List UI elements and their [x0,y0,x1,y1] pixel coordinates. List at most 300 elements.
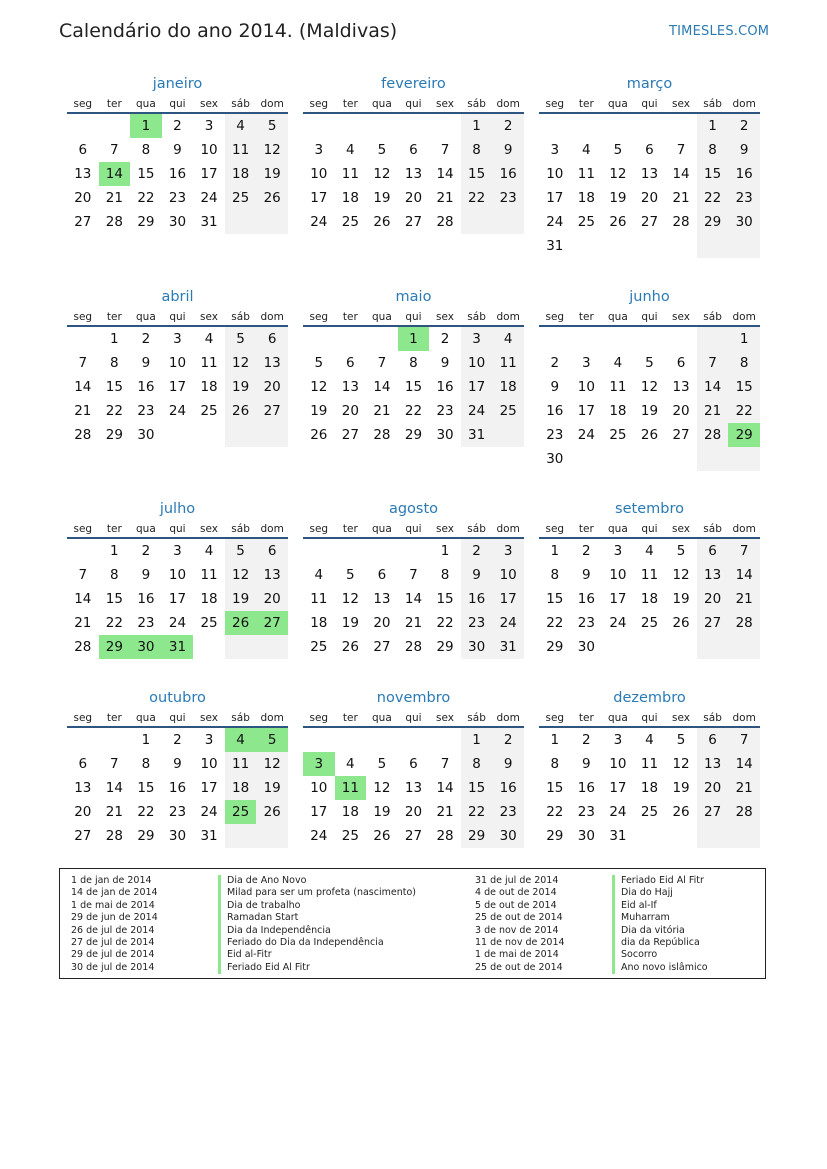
day-cell[interactable]: 15 [461,162,493,186]
day-cell[interactable]: 6 [78,142,88,158]
day-cell[interactable]: 31 [461,423,493,447]
day-cell[interactable]: 28 [74,639,92,655]
day-cell[interactable]: 22 [137,190,155,206]
day-cell[interactable]: 4 [225,728,257,752]
day-cell[interactable]: 22 [461,186,493,210]
day-cell[interactable]: 11 [609,379,627,395]
day-cell[interactable]: 8 [409,355,418,371]
day-cell[interactable]: 6 [697,539,729,563]
day-cell[interactable]: 25 [640,615,659,631]
day-cell[interactable]: 3 [303,752,335,776]
day-cell[interactable]: 6 [697,728,729,752]
day-cell[interactable]: 24 [609,615,627,631]
day-cell[interactable]: 11 [492,351,524,375]
day-cell[interactable]: 17 [492,587,524,611]
day-cell[interactable]: 16 [728,162,760,186]
day-cell[interactable]: 4 [645,732,654,748]
day-cell[interactable]: 2 [440,331,450,347]
day-cell[interactable]: 22 [546,804,564,820]
day-cell[interactable]: 25 [310,639,328,655]
day-cell[interactable]: 18 [200,379,218,395]
day-cell[interactable]: 14 [728,563,760,587]
day-cell[interactable]: 19 [609,190,627,206]
day-cell[interactable]: 22 [461,800,493,824]
day-cell[interactable]: 26 [256,186,288,210]
day-cell[interactable]: 7 [377,355,387,371]
day-cell[interactable]: 1 [110,543,119,559]
day-cell[interactable]: 10 [310,166,328,182]
day-cell[interactable]: 21 [436,190,454,206]
day-cell[interactable]: 28 [672,214,690,230]
day-cell[interactable]: 9 [492,752,524,776]
day-cell[interactable]: 9 [173,756,182,772]
day-cell[interactable]: 19 [225,587,257,611]
day-cell[interactable]: 10 [168,567,187,583]
day-cell[interactable]: 30 [137,427,155,443]
day-cell[interactable]: 11 [640,756,659,772]
day-cell[interactable]: 4 [645,543,654,559]
day-cell[interactable]: 15 [461,776,493,800]
day-cell[interactable]: 7 [78,567,88,583]
day-cell[interactable]: 11 [225,752,257,776]
day-cell[interactable]: 21 [404,615,423,631]
day-cell[interactable]: 12 [310,379,328,395]
day-cell[interactable]: 13 [373,591,391,607]
day-cell[interactable]: 14 [99,162,131,186]
day-cell[interactable]: 3 [461,327,493,351]
day-cell[interactable]: 12 [373,780,391,796]
day-cell[interactable]: 4 [346,142,355,158]
day-cell[interactable]: 20 [404,804,423,820]
day-cell[interactable]: 24 [168,615,187,631]
day-cell[interactable]: 2 [461,539,493,563]
day-cell[interactable]: 4 [204,543,214,559]
day-cell[interactable]: 26 [341,639,359,655]
day-cell[interactable]: 26 [609,214,627,230]
day-cell[interactable]: 31 [492,635,524,659]
day-cell[interactable]: 19 [310,403,328,419]
day-cell[interactable]: 5 [225,327,257,351]
day-cell[interactable]: 7 [110,756,119,772]
day-cell[interactable]: 24 [461,399,493,423]
day-cell[interactable]: 23 [728,186,760,210]
day-cell[interactable]: 16 [168,166,187,182]
day-cell[interactable]: 30 [546,451,564,467]
day-cell[interactable]: 31 [200,214,218,230]
day-cell[interactable]: 9 [141,567,151,583]
day-cell[interactable]: 2 [492,114,524,138]
day-cell[interactable]: 20 [256,375,288,399]
day-cell[interactable]: 5 [256,114,288,138]
day-cell[interactable]: 25 [225,186,257,210]
day-cell[interactable]: 1 [550,732,560,748]
day-cell[interactable]: 8 [550,756,560,772]
day-cell[interactable]: 29 [404,427,423,443]
day-cell[interactable]: 8 [550,567,560,583]
day-cell[interactable]: 5 [676,732,686,748]
day-cell[interactable]: 6 [256,539,288,563]
day-cell[interactable]: 25 [341,828,359,844]
day-cell[interactable]: 20 [697,776,729,800]
day-cell[interactable]: 5 [314,355,324,371]
day-cell[interactable]: 28 [728,611,760,635]
day-cell[interactable]: 2 [492,728,524,752]
day-cell[interactable]: 19 [672,591,690,607]
day-cell[interactable]: 24 [310,828,328,844]
day-cell[interactable]: 27 [672,427,690,443]
day-cell[interactable]: 28 [404,639,423,655]
day-cell[interactable]: 19 [373,190,391,206]
day-cell[interactable]: 18 [310,615,328,631]
day-cell[interactable]: 3 [613,732,623,748]
day-cell[interactable]: 20 [341,403,359,419]
day-cell[interactable]: 30 [168,214,187,230]
day-cell[interactable]: 17 [200,166,218,182]
day-cell[interactable]: 28 [436,214,454,230]
day-cell[interactable]: 30 [577,828,595,844]
day-cell[interactable]: 7 [728,728,760,752]
day-cell[interactable]: 25 [225,800,257,824]
day-cell[interactable]: 9 [141,355,151,371]
day-cell[interactable]: 12 [609,166,627,182]
day-cell[interactable]: 27 [640,214,659,230]
day-cell[interactable]: 4 [613,355,623,371]
day-cell[interactable]: 24 [200,804,218,820]
day-cell[interactable]: 5 [377,756,387,772]
day-cell[interactable]: 3 [204,732,214,748]
day-cell[interactable]: 13 [640,166,659,182]
day-cell[interactable]: 23 [168,190,187,206]
day-cell[interactable]: 27 [341,427,359,443]
day-cell[interactable]: 6 [346,355,355,371]
day-cell[interactable]: 7 [676,142,686,158]
day-cell[interactable]: 14 [404,591,423,607]
day-cell[interactable]: 20 [697,587,729,611]
day-cell[interactable]: 13 [256,351,288,375]
day-cell[interactable]: 10 [546,166,564,182]
day-cell[interactable]: 19 [672,780,690,796]
day-cell[interactable]: 14 [728,752,760,776]
day-cell[interactable]: 31 [200,828,218,844]
day-cell[interactable]: 11 [335,776,367,800]
day-cell[interactable]: 24 [577,427,595,443]
day-cell[interactable]: 6 [256,327,288,351]
day-cell[interactable]: 23 [461,611,493,635]
day-cell[interactable]: 19 [341,615,359,631]
day-cell[interactable]: 30 [492,824,524,848]
day-cell[interactable]: 19 [225,375,257,399]
day-cell[interactable]: 26 [225,399,257,423]
day-cell[interactable]: 12 [672,756,690,772]
day-cell[interactable]: 13 [404,780,423,796]
day-cell[interactable]: 25 [492,399,524,423]
day-cell[interactable]: 13 [697,752,729,776]
day-cell[interactable]: 14 [74,591,92,607]
day-cell[interactable]: 24 [310,214,328,230]
day-cell[interactable]: 15 [546,591,564,607]
day-cell[interactable]: 12 [225,351,257,375]
day-cell[interactable]: 26 [640,427,659,443]
day-cell[interactable]: 27 [74,214,92,230]
day-cell[interactable]: 16 [137,379,155,395]
day-cell[interactable]: 18 [609,403,627,419]
day-cell[interactable]: 2 [173,118,182,134]
day-cell[interactable]: 20 [672,403,690,419]
day-cell[interactable]: 6 [377,567,387,583]
day-cell[interactable]: 11 [640,567,659,583]
day-cell[interactable]: 26 [225,611,257,635]
day-cell[interactable]: 30 [577,639,595,655]
day-cell[interactable]: 26 [672,804,690,820]
day-cell[interactable]: 14 [74,379,92,395]
day-cell[interactable]: 12 [225,563,257,587]
day-cell[interactable]: 27 [697,611,729,635]
day-cell[interactable]: 10 [609,756,627,772]
day-cell[interactable]: 31 [609,828,627,844]
day-cell[interactable]: 1 [141,732,151,748]
day-cell[interactable]: 11 [225,138,257,162]
day-cell[interactable]: 18 [577,190,595,206]
day-cell[interactable]: 30 [728,210,760,234]
day-cell[interactable]: 11 [200,355,218,371]
day-cell[interactable]: 30 [461,635,493,659]
day-cell[interactable]: 27 [697,800,729,824]
day-cell[interactable]: 1 [398,327,430,351]
day-cell[interactable]: 16 [492,162,524,186]
day-cell[interactable]: 30 [168,828,187,844]
day-cell[interactable]: 14 [697,375,729,399]
day-cell[interactable]: 2 [728,114,760,138]
day-cell[interactable]: 15 [728,375,760,399]
day-cell[interactable]: 25 [577,214,595,230]
day-cell[interactable]: 13 [672,379,690,395]
day-cell[interactable]: 10 [461,351,493,375]
day-cell[interactable]: 23 [577,615,595,631]
day-cell[interactable]: 16 [577,780,595,796]
day-cell[interactable]: 25 [341,214,359,230]
day-cell[interactable]: 10 [200,142,218,158]
day-cell[interactable]: 22 [105,615,123,631]
day-cell[interactable]: 8 [461,752,493,776]
day-cell[interactable]: 13 [74,166,92,182]
day-cell[interactable]: 1 [461,114,493,138]
day-cell[interactable]: 4 [314,567,324,583]
day-cell[interactable]: 8 [110,355,119,371]
day-cell[interactable]: 12 [672,567,690,583]
day-cell[interactable]: 24 [546,214,564,230]
day-cell[interactable]: 23 [137,403,155,419]
day-cell[interactable]: 22 [697,186,729,210]
day-cell[interactable]: 10 [200,756,218,772]
day-cell[interactable]: 6 [676,355,686,371]
day-cell[interactable]: 27 [373,639,391,655]
day-cell[interactable]: 27 [404,828,423,844]
day-cell[interactable]: 28 [436,828,454,844]
day-cell[interactable]: 1 [550,543,560,559]
day-cell[interactable]: 27 [74,828,92,844]
day-cell[interactable]: 7 [78,355,88,371]
day-cell[interactable]: 5 [613,142,623,158]
day-cell[interactable]: 18 [492,375,524,399]
day-cell[interactable]: 12 [373,166,391,182]
day-cell[interactable]: 29 [461,824,493,848]
day-cell[interactable]: 12 [256,138,288,162]
day-cell[interactable]: 20 [256,587,288,611]
day-cell[interactable]: 8 [110,567,119,583]
day-cell[interactable]: 16 [492,776,524,800]
day-cell[interactable]: 18 [341,190,359,206]
day-cell[interactable]: 17 [168,591,187,607]
day-cell[interactable]: 18 [200,591,218,607]
day-cell[interactable]: 17 [200,780,218,796]
day-cell[interactable]: 13 [341,379,359,395]
day-cell[interactable]: 28 [105,214,123,230]
day-cell[interactable]: 21 [728,587,760,611]
day-cell[interactable]: 14 [436,780,454,796]
day-cell[interactable]: 14 [436,166,454,182]
day-cell[interactable]: 17 [609,780,627,796]
day-cell[interactable]: 9 [728,138,760,162]
day-cell[interactable]: 9 [173,142,182,158]
day-cell[interactable]: 1 [697,114,729,138]
day-cell[interactable]: 5 [645,355,654,371]
day-cell[interactable]: 21 [105,804,123,820]
day-cell[interactable]: 23 [492,186,524,210]
day-cell[interactable]: 23 [577,804,595,820]
day-cell[interactable]: 15 [137,166,155,182]
day-cell[interactable]: 27 [256,399,288,423]
day-cell[interactable]: 7 [110,142,119,158]
day-cell[interactable]: 22 [728,399,760,423]
day-cell[interactable]: 8 [697,138,729,162]
day-cell[interactable]: 17 [168,379,187,395]
day-cell[interactable]: 16 [168,780,187,796]
day-cell[interactable]: 15 [105,591,123,607]
day-cell[interactable]: 2 [550,355,560,371]
day-cell[interactable]: 8 [461,138,493,162]
day-cell[interactable]: 16 [577,591,595,607]
day-cell[interactable]: 7 [440,142,450,158]
day-cell[interactable]: 1 [130,114,162,138]
day-cell[interactable]: 17 [609,591,627,607]
day-cell[interactable]: 29 [436,639,454,655]
day-cell[interactable]: 3 [492,539,524,563]
day-cell[interactable]: 11 [200,567,218,583]
day-cell[interactable]: 13 [404,166,423,182]
day-cell[interactable]: 31 [162,635,194,659]
day-cell[interactable]: 14 [672,166,690,182]
day-cell[interactable]: 5 [225,539,257,563]
day-cell[interactable]: 1 [110,331,119,347]
day-cell[interactable]: 20 [74,804,92,820]
day-cell[interactable]: 19 [373,804,391,820]
day-cell[interactable]: 3 [314,142,324,158]
day-cell[interactable]: 12 [640,379,659,395]
day-cell[interactable]: 23 [436,403,454,419]
day-cell[interactable]: 25 [200,403,218,419]
day-cell[interactable]: 2 [141,331,151,347]
day-cell[interactable]: 10 [609,567,627,583]
day-cell[interactable]: 11 [577,166,595,182]
day-cell[interactable]: 19 [640,403,659,419]
day-cell[interactable]: 13 [74,780,92,796]
day-cell[interactable]: 9 [550,379,560,395]
day-cell[interactable]: 3 [613,543,623,559]
day-cell[interactable]: 26 [256,800,288,824]
day-cell[interactable]: 9 [492,138,524,162]
day-cell[interactable]: 5 [377,142,387,158]
day-cell[interactable]: 6 [78,756,88,772]
day-cell[interactable]: 1 [728,327,760,351]
day-cell[interactable]: 21 [697,399,729,423]
day-cell[interactable]: 15 [697,162,729,186]
day-cell[interactable]: 17 [310,804,328,820]
day-cell[interactable]: 24 [200,190,218,206]
day-cell[interactable]: 3 [582,355,591,371]
day-cell[interactable]: 17 [461,375,493,399]
day-cell[interactable]: 15 [137,780,155,796]
day-cell[interactable]: 9 [461,563,493,587]
day-cell[interactable]: 29 [546,828,564,844]
day-cell[interactable]: 8 [728,351,760,375]
day-cell[interactable]: 12 [341,591,359,607]
day-cell[interactable]: 7 [409,567,418,583]
day-cell[interactable]: 10 [577,379,595,395]
day-cell[interactable]: 21 [436,804,454,820]
day-cell[interactable]: 22 [546,615,564,631]
day-cell[interactable]: 16 [461,587,493,611]
day-cell[interactable]: 25 [640,804,659,820]
day-cell[interactable]: 3 [173,331,182,347]
day-cell[interactable]: 29 [728,423,760,447]
day-cell[interactable]: 29 [697,210,729,234]
day-cell[interactable]: 20 [74,190,92,206]
day-cell[interactable]: 21 [74,403,92,419]
day-cell[interactable]: 18 [640,591,659,607]
day-cell[interactable]: 29 [137,828,155,844]
day-cell[interactable]: 3 [204,118,214,134]
day-cell[interactable]: 28 [74,427,92,443]
day-cell[interactable]: 30 [436,427,454,443]
day-cell[interactable]: 29 [99,635,131,659]
day-cell[interactable]: 22 [105,403,123,419]
day-cell[interactable]: 15 [436,591,454,607]
day-cell[interactable]: 23 [137,615,155,631]
day-cell[interactable]: 7 [728,539,760,563]
day-cell[interactable]: 5 [256,728,288,752]
day-cell[interactable]: 2 [582,543,591,559]
day-cell[interactable]: 26 [672,615,690,631]
day-cell[interactable]: 26 [373,214,391,230]
day-cell[interactable]: 6 [409,756,418,772]
day-cell[interactable]: 8 [440,567,450,583]
day-cell[interactable]: 4 [582,142,591,158]
day-cell[interactable]: 8 [141,142,151,158]
day-cell[interactable]: 10 [492,563,524,587]
day-cell[interactable]: 19 [256,162,288,186]
day-cell[interactable]: 10 [310,780,328,796]
brand-logo-link[interactable]: TIMESLES.COM [669,24,770,39]
day-cell[interactable]: 26 [310,427,328,443]
day-cell[interactable]: 8 [141,756,151,772]
day-cell[interactable]: 4 [225,114,257,138]
day-cell[interactable]: 5 [676,543,686,559]
day-cell[interactable]: 9 [582,567,591,583]
day-cell[interactable]: 22 [404,403,423,419]
day-cell[interactable]: 28 [373,427,391,443]
day-cell[interactable]: 24 [492,611,524,635]
day-cell[interactable]: 2 [582,732,591,748]
